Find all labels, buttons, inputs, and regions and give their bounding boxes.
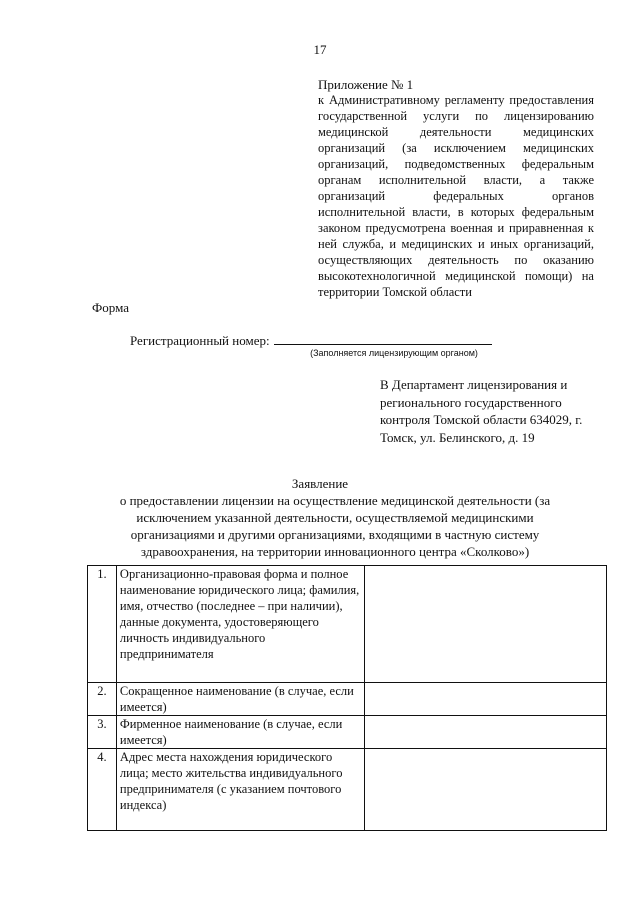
form-label: Форма — [92, 300, 129, 315]
statement-subtitle: о предоставлении лицензии на осуществление медицинской деятельности (за исключением указанной деятельности, осуществляемой медицинскими организациями и другими организациями, входящими в частную систему здравоохранения, на территории инновационного центра «Сколково») — [119, 493, 551, 559]
registration-label: Регистрационный номер: — [130, 333, 270, 348]
row-value-field[interactable] — [365, 749, 607, 831]
row-label: Фирменное наименование (в случае, если имеется) — [116, 716, 364, 749]
row-value-field[interactable] — [365, 716, 607, 749]
row-label: Сокращенное наименование (в случае, если имеется) — [116, 683, 364, 716]
appendix-body: к Административному регламенту предоставления государственной услуги по лицензированию медицинской деятельности медицинских организаций (за исключением медицинских организаций, подведомственных федеральным органам исполнительной власти, а также организаций федеральных органов исполнительной власти, в которых федеральным законом предусмотрена военная и приравненная к ней служба, и медицинских и иных организаций, осуществляющих деятельность по оказанию высокотехнологичной медицинской помощи) на территории Томской области — [318, 93, 594, 299]
registration-line — [130, 332, 492, 349]
statement-title: Заявление — [291, 476, 349, 491]
row-label: Организационно-правовая форма и полное наименование юридического лица; фамилия, имя, отчество (последнее – при наличии), данные документа, удостоверяющего личность индивидуального предпринимателя — [116, 566, 364, 683]
page-number: 17 — [313, 42, 327, 57]
row-number: 3. — [88, 716, 117, 749]
table-row — [88, 683, 607, 716]
row-number: 4. — [88, 749, 117, 831]
row-value-field[interactable] — [365, 683, 607, 716]
table-row — [88, 566, 607, 683]
table-row — [88, 716, 607, 749]
registration-number-field[interactable] — [274, 332, 492, 345]
application-form-table — [87, 565, 607, 831]
registration-hint: (Заполняется лицензирующим органом) — [310, 348, 478, 358]
row-label: Адрес места нахождения юридического лица; место жительства индивидуального предпринимателя (с указанием почтового индекса) — [116, 749, 364, 831]
row-value-field[interactable] — [365, 566, 607, 683]
row-number: 1. — [88, 566, 117, 683]
appendix-title: Приложение № 1 — [318, 77, 414, 92]
table-row — [88, 749, 607, 831]
row-number: 2. — [88, 683, 117, 716]
addressee-block: В Департамент лицензирования и регионального государственного контроля Томской области 634029, г. Томск, ул. Белинского, д. 19 — [380, 377, 583, 445]
